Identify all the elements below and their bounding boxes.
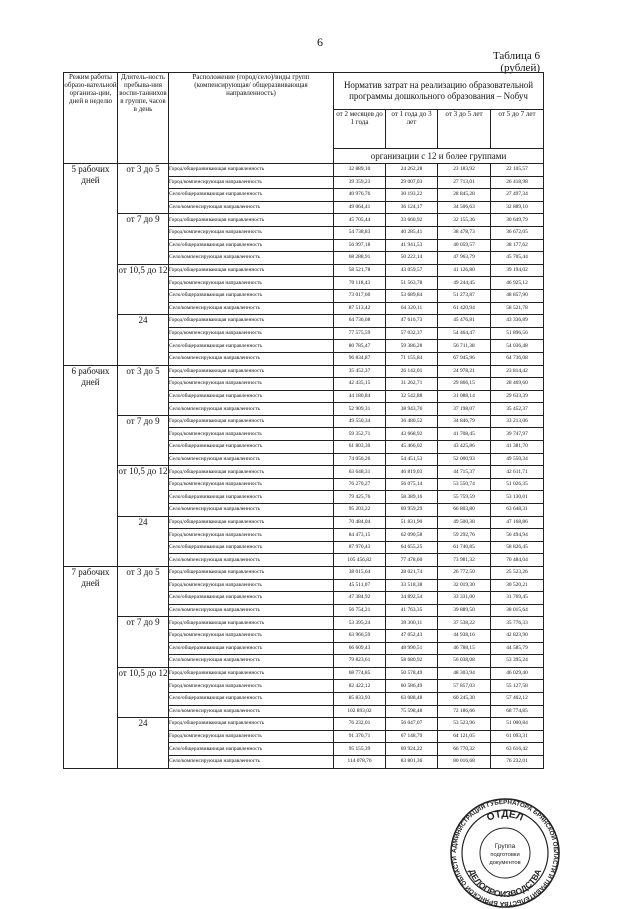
- header-age-3: от 5 до 7 лет: [491, 110, 544, 149]
- location-cell: Село/компенсирующая направленность: [169, 302, 334, 315]
- value-cell: 56 754,21: [334, 604, 386, 617]
- value-cell: 76 232,01: [334, 718, 386, 731]
- location-cell: Город/компенсирующая направленность: [169, 579, 334, 592]
- location-cell: Город/общеразвивающая направленность: [169, 415, 334, 428]
- duration-cell: от 10,5 до 12: [118, 667, 169, 717]
- location-cell: Город/общеразвивающая направленность: [169, 466, 334, 479]
- table-row: [64, 667, 544, 680]
- value-cell: 49 064,41: [334, 201, 386, 214]
- location-cell: Село/общеразвивающая направленность: [169, 340, 334, 353]
- duration-cell: от 7 до 9: [118, 415, 169, 465]
- location-cell: Город/общеразвивающая направленность: [169, 516, 334, 529]
- value-cell: 49 550,34: [491, 453, 544, 466]
- value-cell: 46 925,12: [491, 277, 544, 290]
- value-cell: 70 118,43: [334, 277, 386, 290]
- table-title: Таблица 6: [492, 50, 540, 62]
- value-cell: 46 788,15: [438, 642, 491, 655]
- location-cell: Село/компенсирующая направленность: [169, 201, 334, 214]
- value-cell: 30 520,21: [491, 579, 544, 592]
- duration-cell: от 10,5 до 12: [118, 466, 169, 516]
- value-cell: 79 823,61: [334, 655, 386, 668]
- value-cell: 43 336,89: [491, 315, 544, 328]
- location-cell: Город/общеразвивающая направленность: [169, 365, 334, 378]
- value-cell: 91 370,71: [334, 730, 386, 743]
- header-mode: Режим работы образо-вательной организа-ции, дней в неделю: [64, 73, 118, 164]
- duration-cell: 24: [118, 718, 169, 768]
- value-cell: 35 452,37: [334, 365, 386, 378]
- duration-cell: от 10,5 до 12: [118, 264, 169, 314]
- value-cell: 56 047,07: [386, 718, 438, 731]
- location-cell: Город/общеразвивающая направленность: [169, 667, 334, 680]
- value-cell: 49 550,34: [334, 415, 386, 428]
- value-cell: 64 736,08: [491, 352, 544, 365]
- value-cell: 51 026,35: [491, 478, 544, 491]
- value-cell: 58 826,45: [491, 541, 544, 554]
- location-cell: Село/компенсирующая направленность: [169, 403, 334, 416]
- value-cell: 48 303,94: [438, 667, 491, 680]
- location-cell: Село/компенсирующая направленность: [169, 604, 334, 617]
- value-cell: 53 395,24: [334, 617, 386, 630]
- value-cell: 51 000,84: [491, 718, 544, 731]
- value-cell: 24 978,21: [438, 365, 491, 378]
- location-cell: Село/компенсирующая направленность: [169, 453, 334, 466]
- value-cell: 39 194,02: [491, 264, 544, 277]
- value-cell: 80 016,68: [438, 755, 491, 768]
- value-cell: 53 550,74: [438, 478, 491, 491]
- header-age-1: от 1 года до 3 лет: [386, 110, 438, 149]
- value-cell: 53 130,01: [491, 491, 544, 504]
- table-row: [64, 365, 544, 378]
- value-cell: 57 032,37: [386, 327, 438, 340]
- location-cell: Село/общеразвивающая направленность: [169, 239, 334, 252]
- table-unit: (рублей): [500, 62, 540, 74]
- location-cell: Город/общеразвивающая направленность: [169, 315, 334, 328]
- value-cell: 30 193,22: [386, 189, 438, 202]
- value-cell: 27 497,34: [491, 189, 544, 202]
- value-cell: 63 616,42: [491, 743, 544, 756]
- location-cell: Село/общеразвивающая направленность: [169, 390, 334, 403]
- value-cell: 66 609,43: [334, 642, 386, 655]
- page-number: 6: [317, 35, 323, 49]
- value-cell: 56 038,08: [438, 655, 491, 668]
- value-cell: 57 402,12: [491, 692, 544, 705]
- value-cell: 29 866,15: [438, 378, 491, 391]
- value-cell: 29 007,03: [386, 176, 438, 189]
- table-caption: [493, 50, 540, 74]
- location-cell: Село/общеразвивающая направленность: [169, 642, 334, 655]
- value-cell: 64 655,25: [386, 541, 438, 554]
- location-cell: Село/компенсирующая направленность: [169, 554, 334, 567]
- location-cell: Село/общеразвивающая направленность: [169, 692, 334, 705]
- value-cell: 31 769,45: [491, 592, 544, 605]
- value-cell: 53 395,24: [491, 655, 544, 668]
- header-age-0: от 2 месяцев до 1 года: [334, 110, 386, 149]
- value-cell: 95 203,22: [334, 504, 386, 517]
- header-age-2: от 3 до 5 лет: [438, 110, 491, 149]
- value-cell: 68 774,85: [491, 705, 544, 718]
- value-cell: 36 672,05: [491, 226, 544, 239]
- value-cell: 34 846,79: [438, 415, 491, 428]
- value-cell: 57 857,03: [438, 680, 491, 693]
- value-cell: 71 155,84: [386, 352, 438, 365]
- location-cell: Город/компенсирующая направленность: [169, 277, 334, 290]
- value-cell: 54 464,47: [438, 327, 491, 340]
- value-cell: 80 785,47: [334, 340, 386, 353]
- value-cell: 28 469,60: [491, 378, 544, 391]
- value-cell: 38 478,73: [438, 226, 491, 239]
- value-cell: 35 776,33: [491, 617, 544, 630]
- value-cell: 26 142,01: [386, 365, 438, 378]
- table-row: [64, 315, 544, 328]
- value-cell: 47 384,92: [334, 592, 386, 605]
- value-cell: 28 845,28: [438, 189, 491, 202]
- header-location: Расположение (город/село)/виды групп (компенсирующая/ общеразвивающая направленность): [169, 73, 334, 164]
- value-cell: 27 713,01: [438, 176, 491, 189]
- value-cell: 83 801,36: [386, 755, 438, 768]
- table-row: [64, 718, 544, 731]
- value-cell: 61 420,94: [438, 302, 491, 315]
- table-row: [64, 164, 544, 177]
- location-cell: Село/общеразвивающая направленность: [169, 491, 334, 504]
- value-cell: 36 480,52: [386, 415, 438, 428]
- value-cell: 46 029,40: [491, 667, 544, 680]
- value-cell: 40 976,76: [334, 189, 386, 202]
- duration-cell: от 3 до 5: [118, 365, 169, 415]
- value-cell: 66 770,32: [438, 743, 491, 756]
- value-cell: 44 715,37: [438, 466, 491, 479]
- value-cell: 22 105,57: [491, 164, 544, 177]
- value-cell: 77 575,59: [334, 327, 386, 340]
- value-cell: 32 889,10: [491, 201, 544, 214]
- location-cell: Село/компенсирующая направленность: [169, 655, 334, 668]
- location-cell: Село/общеразвивающая направленность: [169, 743, 334, 756]
- stamp-ring-top: ОТДЕЛ: [485, 808, 525, 824]
- value-cell: 43 668,92: [386, 428, 438, 441]
- location-cell: Город/общеразвивающая направленность: [169, 718, 334, 731]
- duration-cell: 24: [118, 315, 169, 365]
- value-cell: 114 078,76: [334, 755, 386, 768]
- value-cell: 46 819,03: [386, 466, 438, 479]
- value-cell: 72 186,66: [438, 705, 491, 718]
- value-cell: 41 941,53: [386, 239, 438, 252]
- location-cell: Село/компенсирующая направленность: [169, 755, 334, 768]
- value-cell: 23 183,92: [438, 164, 491, 177]
- value-cell: 43 425,86: [438, 441, 491, 454]
- value-cell: 64 320,11: [386, 302, 438, 315]
- value-cell: 68 774,85: [334, 667, 386, 680]
- value-cell: 45 511,07: [334, 579, 386, 592]
- value-cell: 77 478,60: [386, 554, 438, 567]
- header-norm: Норматив затрат на реализацию образовательной программы дошкольного образования – Nобуч: [334, 73, 544, 110]
- cost-norm-table: [63, 72, 544, 769]
- value-cell: 44 938,16: [438, 629, 491, 642]
- value-cell: 60 245,30: [438, 692, 491, 705]
- location-cell: Город/компенсирующая направленность: [169, 176, 334, 189]
- value-cell: 38 015,64: [334, 567, 386, 580]
- value-cell: 73 017,60: [334, 289, 386, 302]
- value-cell: 39 747,97: [491, 428, 544, 441]
- value-cell: 36 124,17: [386, 201, 438, 214]
- value-cell: 85 833,93: [334, 692, 386, 705]
- stamp-center-3: документов: [489, 860, 521, 866]
- table-row: [64, 516, 544, 529]
- value-cell: 95 155,39: [334, 743, 386, 756]
- value-cell: 37 538,22: [438, 617, 491, 630]
- value-cell: 32 155,36: [438, 214, 491, 227]
- value-cell: 37 198,07: [438, 403, 491, 416]
- location-cell: Город/общеразвивающая направленность: [169, 164, 334, 177]
- value-cell: 58 521,78: [334, 264, 386, 277]
- value-cell: 63 088,48: [386, 692, 438, 705]
- value-cell: 87 513,42: [334, 302, 386, 315]
- value-cell: 73 981,32: [438, 554, 491, 567]
- value-cell: 61 803,30: [334, 441, 386, 454]
- value-cell: 53 523,96: [438, 718, 491, 731]
- value-cell: 41 708,45: [438, 428, 491, 441]
- location-cell: Город/компенсирующая направленность: [169, 226, 334, 239]
- value-cell: 70 484,04: [334, 516, 386, 529]
- value-cell: 74 056,26: [334, 453, 386, 466]
- duration-cell: от 3 до 5: [118, 164, 169, 214]
- location-cell: Город/общеразвивающая направленность: [169, 567, 334, 580]
- location-cell: Город/компенсирующая направленность: [169, 680, 334, 693]
- value-cell: 49 500,38: [438, 516, 491, 529]
- value-cell: 82 422,12: [334, 680, 386, 693]
- value-cell: 64 736,08: [334, 315, 386, 328]
- value-cell: 51 896,56: [491, 327, 544, 340]
- stamp-outer-text: АДМИНИСТРАЦИЯ ГУБЕРНАТОРА БРЯНСКОЙ ОБЛАСТИ И ПРАВИТЕЛЬСТВА БРЯНСКОЙ ОБЛАСТИ: [450, 798, 560, 908]
- value-cell: 75 598,48: [386, 705, 438, 718]
- value-cell: 38 177,62: [491, 239, 544, 252]
- value-cell: 33 660,92: [386, 214, 438, 227]
- value-cell: 55 127,58: [491, 680, 544, 693]
- header-duration: Длитель-ность пребыва-ния воспи-таннихов в группе, часов в день: [118, 73, 169, 164]
- value-cell: 76 270,27: [334, 478, 386, 491]
- value-cell: 45 476,81: [438, 315, 491, 328]
- value-cell: 58 521,78: [491, 302, 544, 315]
- location-cell: Город/компенсирующая направленность: [169, 378, 334, 391]
- value-cell: 54 036,48: [491, 340, 544, 353]
- value-cell: 50 578,49: [386, 667, 438, 680]
- value-cell: 42 823,90: [491, 629, 544, 642]
- value-cell: 67 945,96: [438, 352, 491, 365]
- value-cell: 69 959,29: [386, 504, 438, 517]
- stamp-center-2: подготовки: [490, 852, 520, 858]
- table-body: [64, 164, 544, 769]
- value-cell: 64 121,05: [438, 730, 491, 743]
- value-cell: 33 331,00: [438, 592, 491, 605]
- value-cell: 50 222,14: [386, 252, 438, 265]
- value-cell: 56 997,18: [334, 239, 386, 252]
- value-cell: 33 518,38: [386, 579, 438, 592]
- value-cell: 55 759,59: [438, 491, 491, 504]
- mode-cell: 5 рабочих дней: [64, 164, 118, 366]
- value-cell: 68 288,91: [334, 252, 386, 265]
- stamp-ring-bottom: ДЕЛОПРОИЗВОДСТВА: [466, 867, 544, 900]
- value-cell: 60 586,49: [386, 680, 438, 693]
- value-cell: 70 484,04: [491, 554, 544, 567]
- value-cell: 51 831,90: [386, 516, 438, 529]
- value-cell: 26 772,50: [438, 567, 491, 580]
- value-cell: 48 990,51: [386, 642, 438, 655]
- value-cell: 69 924,22: [386, 743, 438, 756]
- value-cell: 102 893,02: [334, 705, 386, 718]
- value-cell: 56 711,38: [438, 340, 491, 353]
- value-cell: 31 088,14: [438, 390, 491, 403]
- value-cell: 61 740,85: [438, 541, 491, 554]
- duration-cell: от 7 до 9: [118, 214, 169, 264]
- value-cell: 45 705,44: [491, 252, 544, 265]
- table-row: [64, 466, 544, 479]
- value-cell: 45 705,44: [334, 214, 386, 227]
- value-cell: 47 168,86: [491, 516, 544, 529]
- value-cell: 42 611,71: [491, 466, 544, 479]
- value-cell: 59 292,76: [438, 529, 491, 542]
- mode-cell: 6 рабочих дней: [64, 365, 118, 567]
- value-cell: 51 563,78: [386, 277, 438, 290]
- value-cell: 48 857,90: [491, 289, 544, 302]
- value-cell: 56 075,14: [386, 478, 438, 491]
- value-cell: 41 763,35: [386, 604, 438, 617]
- value-cell: 43 059,57: [386, 264, 438, 277]
- value-cell: 39 359,23: [334, 176, 386, 189]
- value-cell: 32 889,10: [334, 164, 386, 177]
- value-cell: 44 585,79: [491, 642, 544, 655]
- value-cell: 47 963,79: [438, 252, 491, 265]
- value-cell: 58 680,92: [386, 655, 438, 668]
- value-cell: 66 803,80: [438, 504, 491, 517]
- location-cell: Город/компенсирующая направленность: [169, 478, 334, 491]
- value-cell: 40 285,41: [386, 226, 438, 239]
- value-cell: 24 262,28: [386, 164, 438, 177]
- value-cell: 79 425,76: [334, 491, 386, 504]
- value-cell: 31 262,71: [386, 378, 438, 391]
- value-cell: 59 386,28: [386, 340, 438, 353]
- value-cell: 40 059,57: [438, 239, 491, 252]
- value-cell: 25 523,26: [491, 567, 544, 580]
- location-cell: Село/компенсирующая направленность: [169, 705, 334, 718]
- value-cell: 63 648,31: [491, 504, 544, 517]
- stamp-center-1: Группа: [494, 843, 516, 850]
- value-cell: 28 021,74: [386, 567, 438, 580]
- table-row: [64, 415, 544, 428]
- location-cell: Город/общеразвивающая направленность: [169, 264, 334, 277]
- value-cell: 62 090,58: [386, 529, 438, 542]
- value-cell: 87 970,43: [334, 541, 386, 554]
- value-cell: 45 466,02: [386, 441, 438, 454]
- table-row: [64, 617, 544, 630]
- duration-cell: 24: [118, 516, 169, 566]
- value-cell: 29 633,39: [491, 390, 544, 403]
- table-row: [64, 567, 544, 580]
- value-cell: 58 389,16: [386, 491, 438, 504]
- location-cell: Город/компенсирующая направленность: [169, 629, 334, 642]
- location-cell: Город/общеразвивающая направленность: [169, 214, 334, 227]
- location-cell: Село/общеразвивающая направленность: [169, 189, 334, 202]
- value-cell: 38 015,64: [491, 604, 544, 617]
- value-cell: 61 093,31: [491, 730, 544, 743]
- location-cell: Село/общеразвивающая направленность: [169, 441, 334, 454]
- value-cell: 44 180,84: [334, 390, 386, 403]
- table-row: [64, 264, 544, 277]
- value-cell: 54 738,83: [334, 226, 386, 239]
- value-cell: 34 506,63: [438, 201, 491, 214]
- value-cell: 33 213,06: [491, 415, 544, 428]
- value-cell: 35 452,37: [491, 403, 544, 416]
- value-cell: 39 300,11: [386, 617, 438, 630]
- value-cell: 76 232,01: [491, 755, 544, 768]
- value-cell: 63 966,59: [334, 629, 386, 642]
- value-cell: 52 000,93: [438, 453, 491, 466]
- value-cell: 67 148,79: [386, 730, 438, 743]
- value-cell: 41 381,70: [491, 441, 544, 454]
- location-cell: Село/общеразвивающая направленность: [169, 541, 334, 554]
- value-cell: 30 649,79: [491, 214, 544, 227]
- location-cell: Село/общеразвивающая направленность: [169, 289, 334, 302]
- value-cell: 34 892,54: [386, 592, 438, 605]
- location-cell: Село/компенсирующая направленность: [169, 252, 334, 265]
- value-cell: 42 435,15: [334, 378, 386, 391]
- value-cell: 39 889,50: [438, 604, 491, 617]
- location-cell: Город/компенсирующая направленность: [169, 428, 334, 441]
- value-cell: 105 456,82: [334, 554, 386, 567]
- mode-cell: 7 рабочих дней: [64, 567, 118, 769]
- office-stamp: [449, 797, 561, 909]
- value-cell: 23 814,42: [491, 365, 544, 378]
- value-cell: 96 834,87: [334, 352, 386, 365]
- duration-cell: от 3 до 5: [118, 567, 169, 617]
- svg-text:ОТДЕЛ: [485, 809, 524, 824]
- location-cell: Город/компенсирующая направленность: [169, 529, 334, 542]
- value-cell: 49 244,45: [438, 277, 491, 290]
- value-cell: 41 126,80: [438, 264, 491, 277]
- value-cell: 59 352,71: [334, 428, 386, 441]
- location-cell: Село/компенсирующая направленность: [169, 504, 334, 517]
- value-cell: 54 451,53: [386, 453, 438, 466]
- location-cell: Село/компенсирующая направленность: [169, 352, 334, 365]
- value-cell: 84 473,15: [334, 529, 386, 542]
- header-group-size: организации с 12 и более группами: [334, 149, 544, 164]
- location-cell: Город/компенсирующая направленность: [169, 327, 334, 340]
- value-cell: 63 648,31: [334, 466, 386, 479]
- location-cell: Село/общеразвивающая направленность: [169, 592, 334, 605]
- duration-cell: от 7 до 9: [118, 617, 169, 667]
- value-cell: 47 052,43: [386, 629, 438, 642]
- value-cell: 38 943,76: [386, 403, 438, 416]
- value-cell: 32 542,88: [386, 390, 438, 403]
- location-cell: Город/компенсирующая направленность: [169, 730, 334, 743]
- location-cell: Город/общеразвивающая направленность: [169, 617, 334, 630]
- table-row: [64, 214, 544, 227]
- value-cell: 52 909,31: [334, 403, 386, 416]
- value-cell: 47 616,73: [386, 315, 438, 328]
- value-cell: 26 418,98: [491, 176, 544, 189]
- value-cell: 51 273,87: [438, 289, 491, 302]
- value-cell: 56 494,94: [491, 529, 544, 542]
- value-cell: 32 019,30: [438, 579, 491, 592]
- value-cell: 53 689,84: [386, 289, 438, 302]
